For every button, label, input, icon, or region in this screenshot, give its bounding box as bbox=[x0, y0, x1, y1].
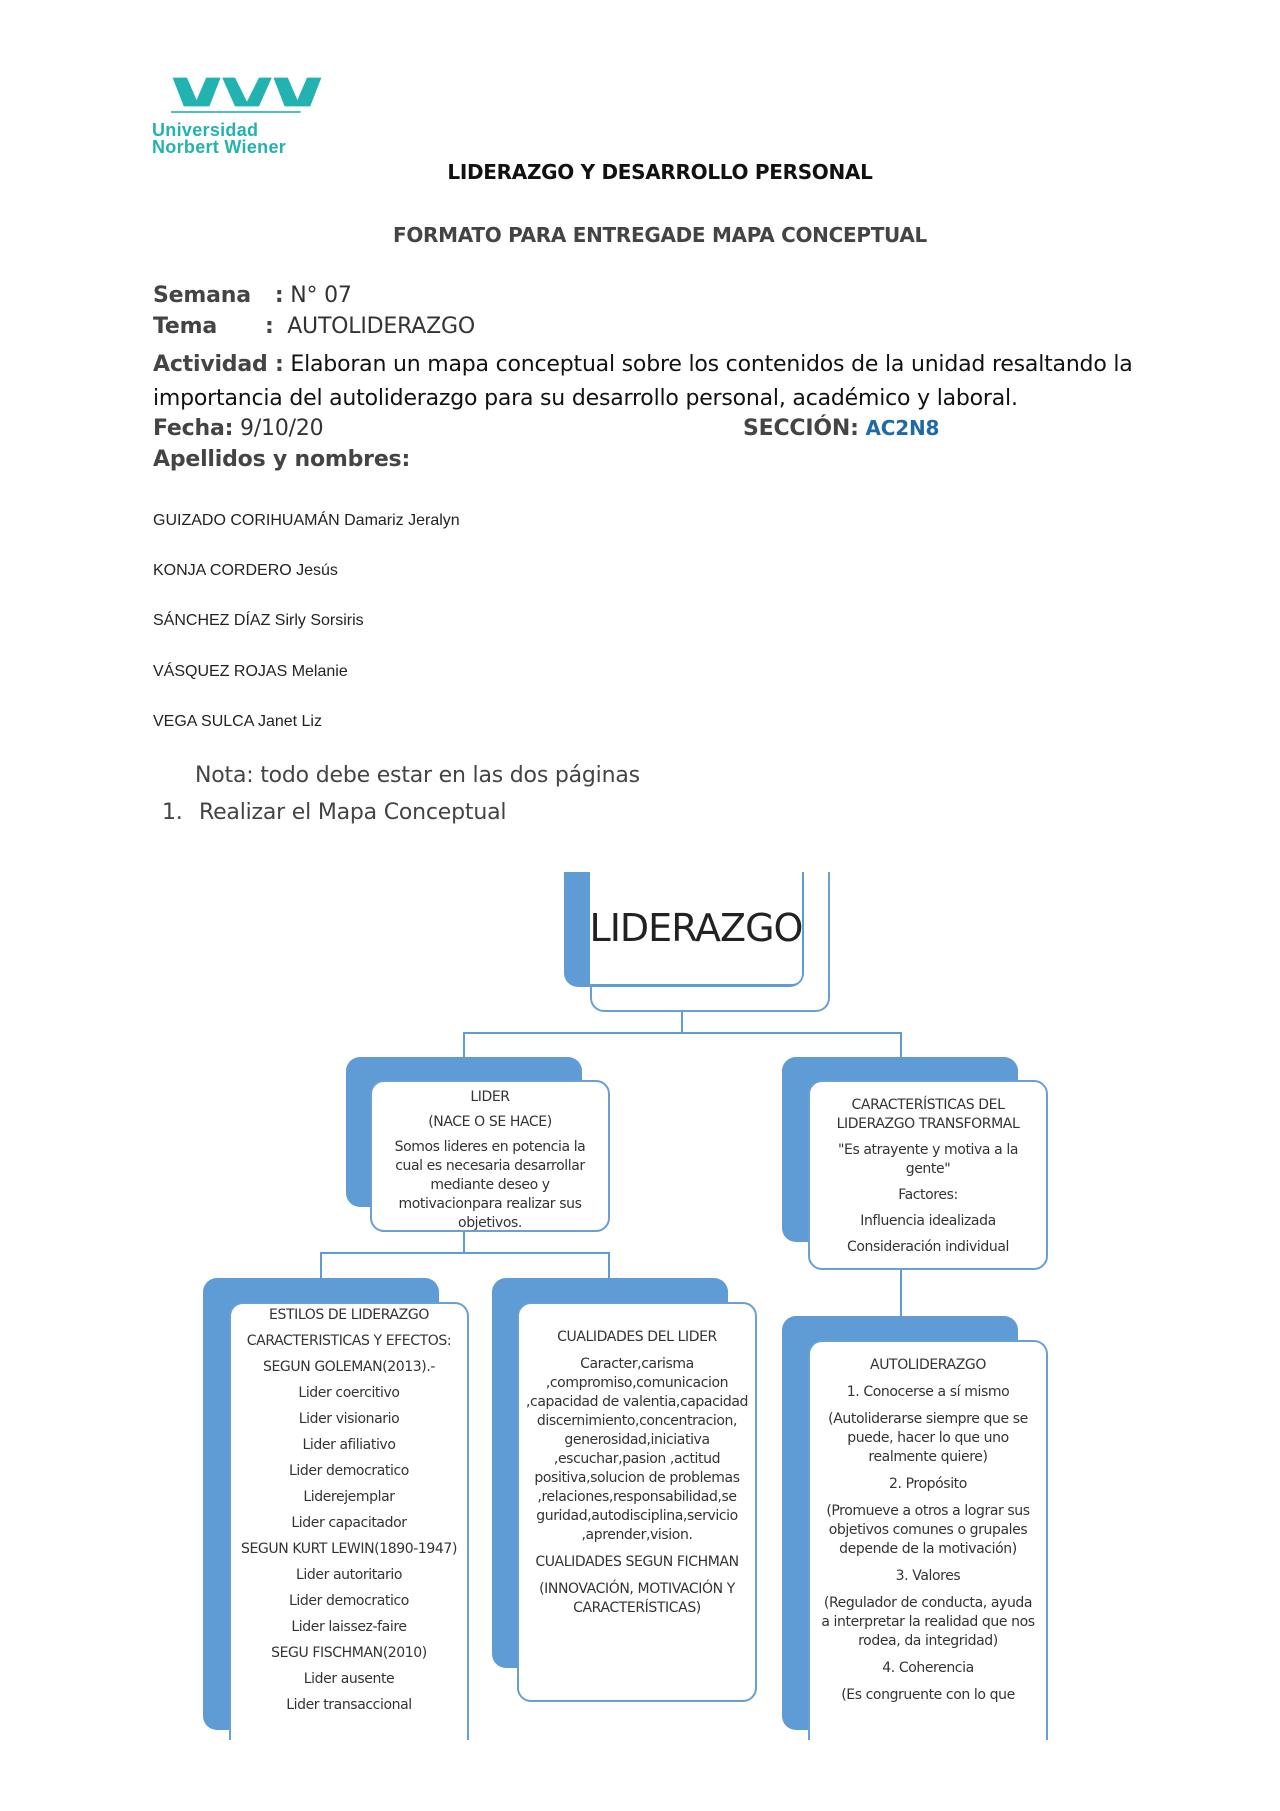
caracteristicas-title: CARACTERÍSTICAS DEL LIDERAZGO TRANSFORMAL bbox=[836, 1097, 1020, 1132]
seccion-label: SECCIÓN: bbox=[743, 416, 859, 441]
autoliderazgo-item: 4. Coherencia bbox=[882, 1660, 974, 1676]
estilos-item: Lider transaccional bbox=[286, 1697, 412, 1713]
semana-label: Semana bbox=[153, 283, 251, 308]
autoliderazgo-detail: (Promueve a otros a lograr sus objetivos comunes o grupales depende de la motivación) bbox=[826, 1503, 1030, 1557]
connector bbox=[608, 1252, 610, 1278]
cualidades-fichman: CUALIDADES SEGUN FICHMAN bbox=[535, 1554, 739, 1570]
step-text: Realizar el Mapa Conceptual bbox=[199, 800, 507, 825]
estilos-item: SEGUN GOLEMAN(2013).- bbox=[262, 1359, 436, 1375]
actividad-line2: importancia del autoliderazgo para su desarrollo personal, académico y laboral. bbox=[153, 386, 1018, 411]
lider-node bbox=[370, 1080, 610, 1232]
cualidades-title: CUALIDADES DEL LIDER bbox=[557, 1329, 717, 1345]
autoliderazgo-title: AUTOLIDERAZGO bbox=[870, 1357, 986, 1373]
semana-value: N° 07 bbox=[290, 283, 352, 308]
document-subtitle: FORMATO PARA ENTREGADE MAPA CONCEPTUAL bbox=[392, 223, 928, 247]
autoliderazgo-detail: (Regulador de conducta, ayuda a interpretar la realidad que nos rodea, da integridad) bbox=[821, 1595, 1035, 1649]
connector bbox=[900, 1270, 902, 1316]
actividad-line1: Elaboran un mapa conceptual sobre los contenidos de la unidad resaltando la bbox=[290, 352, 1133, 377]
actividad-row bbox=[153, 348, 1153, 416]
student-name: VEGA SULCA Janet Liz bbox=[153, 713, 322, 730]
apellidos-label-row bbox=[153, 447, 410, 472]
note-text: Nota: todo debe estar en las dos páginas bbox=[195, 763, 640, 788]
autoliderazgo-item: 2. Propósito bbox=[889, 1476, 967, 1492]
lider-description: Somos lideres en potencia la cual es necesaria desarrollar mediante deseo y motivacionpara realizar sus objetivos. bbox=[394, 1139, 586, 1231]
autoliderazgo-detail: (Autoliderarse siempre que se puede, hacer lo que uno realmente quiere) bbox=[828, 1411, 1028, 1465]
caracteristicas-item: Consideración individual bbox=[846, 1239, 1010, 1255]
estilos-title: ESTILOS DE LIDERAZGO bbox=[269, 1307, 429, 1323]
connector bbox=[463, 1032, 465, 1058]
connector bbox=[320, 1252, 322, 1278]
autoliderazgo-item: 3. Valores bbox=[895, 1568, 961, 1584]
fecha-value: 9/10/20 bbox=[240, 416, 324, 441]
estilos-item: Liderejemplar bbox=[303, 1489, 395, 1505]
estilos-item: Lider visionario bbox=[298, 1411, 400, 1427]
estilos-item: Lider democratico bbox=[289, 1463, 409, 1479]
student-name: KONJA CORDERO Jesús bbox=[153, 562, 338, 579]
cualidades-node bbox=[517, 1302, 757, 1702]
connector bbox=[320, 1252, 610, 1254]
tema-row: Tema : AUTOLIDERAZGO bbox=[153, 314, 475, 339]
university-name bbox=[152, 122, 286, 156]
estilos-item: Lider democratico bbox=[289, 1593, 409, 1609]
logo-line2: Norbert Wiener bbox=[152, 137, 287, 157]
caracteristicas-node bbox=[808, 1080, 1048, 1270]
fecha-label: Fecha: bbox=[153, 416, 234, 441]
connector bbox=[681, 1012, 683, 1034]
apellidos-label: Apellidos y nombres: bbox=[153, 447, 411, 472]
connector bbox=[463, 1032, 902, 1034]
estilos-item: SEGUN KURT LEWIN(1890-1947) bbox=[240, 1541, 458, 1557]
estilos-item: CARACTERISTICAS Y EFECTOS: bbox=[246, 1333, 452, 1349]
estilos-node bbox=[229, 1302, 469, 1742]
seccion-row bbox=[743, 416, 939, 441]
estilos-item: SEGU FISCHMAN(2010) bbox=[271, 1645, 427, 1661]
connector bbox=[900, 1032, 902, 1058]
estilos-item: Lider afiliativo bbox=[302, 1437, 396, 1453]
actividad-label: Actividad : bbox=[153, 352, 284, 377]
document-title: LIDERAZGO Y DESARROLLO PERSONAL bbox=[447, 160, 873, 184]
seccion-value: AC2N8 bbox=[865, 416, 940, 440]
autoliderazgo-item: 1. Conocerse a sí mismo bbox=[846, 1384, 1010, 1400]
root-node: LIDERAZGO bbox=[590, 872, 802, 984]
estilos-item: Lider ausente bbox=[303, 1671, 395, 1687]
student-name: SÁNCHEZ DÍAZ Sirly Sorsiris bbox=[153, 612, 364, 629]
caracteristicas-quote: "Es atrayente y motiva a la gente" bbox=[837, 1142, 1019, 1177]
semana-row: Semana : N° 07 bbox=[153, 283, 352, 308]
page-bottom-margin bbox=[150, 1740, 1100, 1811]
logo-line1: Universidad bbox=[152, 120, 259, 140]
autoliderazgo-node bbox=[808, 1340, 1048, 1742]
estilos-item: Lider capacitador bbox=[291, 1515, 407, 1531]
university-logo bbox=[152, 76, 342, 116]
lider-subtitle: (NACE O SE HACE) bbox=[428, 1114, 552, 1130]
autoliderazgo-detail: (Es congruente con lo que bbox=[841, 1687, 1015, 1703]
estilos-item: Lider autoritario bbox=[295, 1567, 403, 1583]
tema-label: Tema bbox=[153, 314, 217, 339]
caracteristicas-factores: Factores: bbox=[898, 1187, 958, 1203]
estilos-item: Lider laissez-faire bbox=[291, 1619, 407, 1635]
fecha-row bbox=[153, 416, 323, 441]
cualidades-fichman-detail: (INNOVACIÓN, MOTIVACIÓN Y CARACTERÍSTICAS) bbox=[539, 1581, 735, 1616]
step-number: 1. bbox=[162, 800, 183, 825]
caracteristicas-item: Influencia idealizada bbox=[860, 1213, 996, 1229]
tema-value: AUTOLIDERAZGO bbox=[287, 314, 475, 339]
cualidades-list: Caracter,carisma ,compromiso,comunicacion ,capacidad de valentia,capacidad discernimiento,concentracion, generosidad,iniciativa ,escuchar,pasion ,actitud positiva,solucion de problemas ,relaciones,responsabilidad,se guridad,autodisciplina,servicio ,aprender,vision. bbox=[525, 1356, 749, 1543]
connector bbox=[463, 1232, 465, 1254]
student-name: VÁSQUEZ ROJAS Melanie bbox=[153, 663, 348, 680]
estilos-item: Lider coercitivo bbox=[298, 1385, 400, 1401]
lider-title: LIDER bbox=[470, 1089, 510, 1105]
student-name: GUIZADO CORIHUAMÁN Damariz Jeralyn bbox=[153, 512, 460, 529]
